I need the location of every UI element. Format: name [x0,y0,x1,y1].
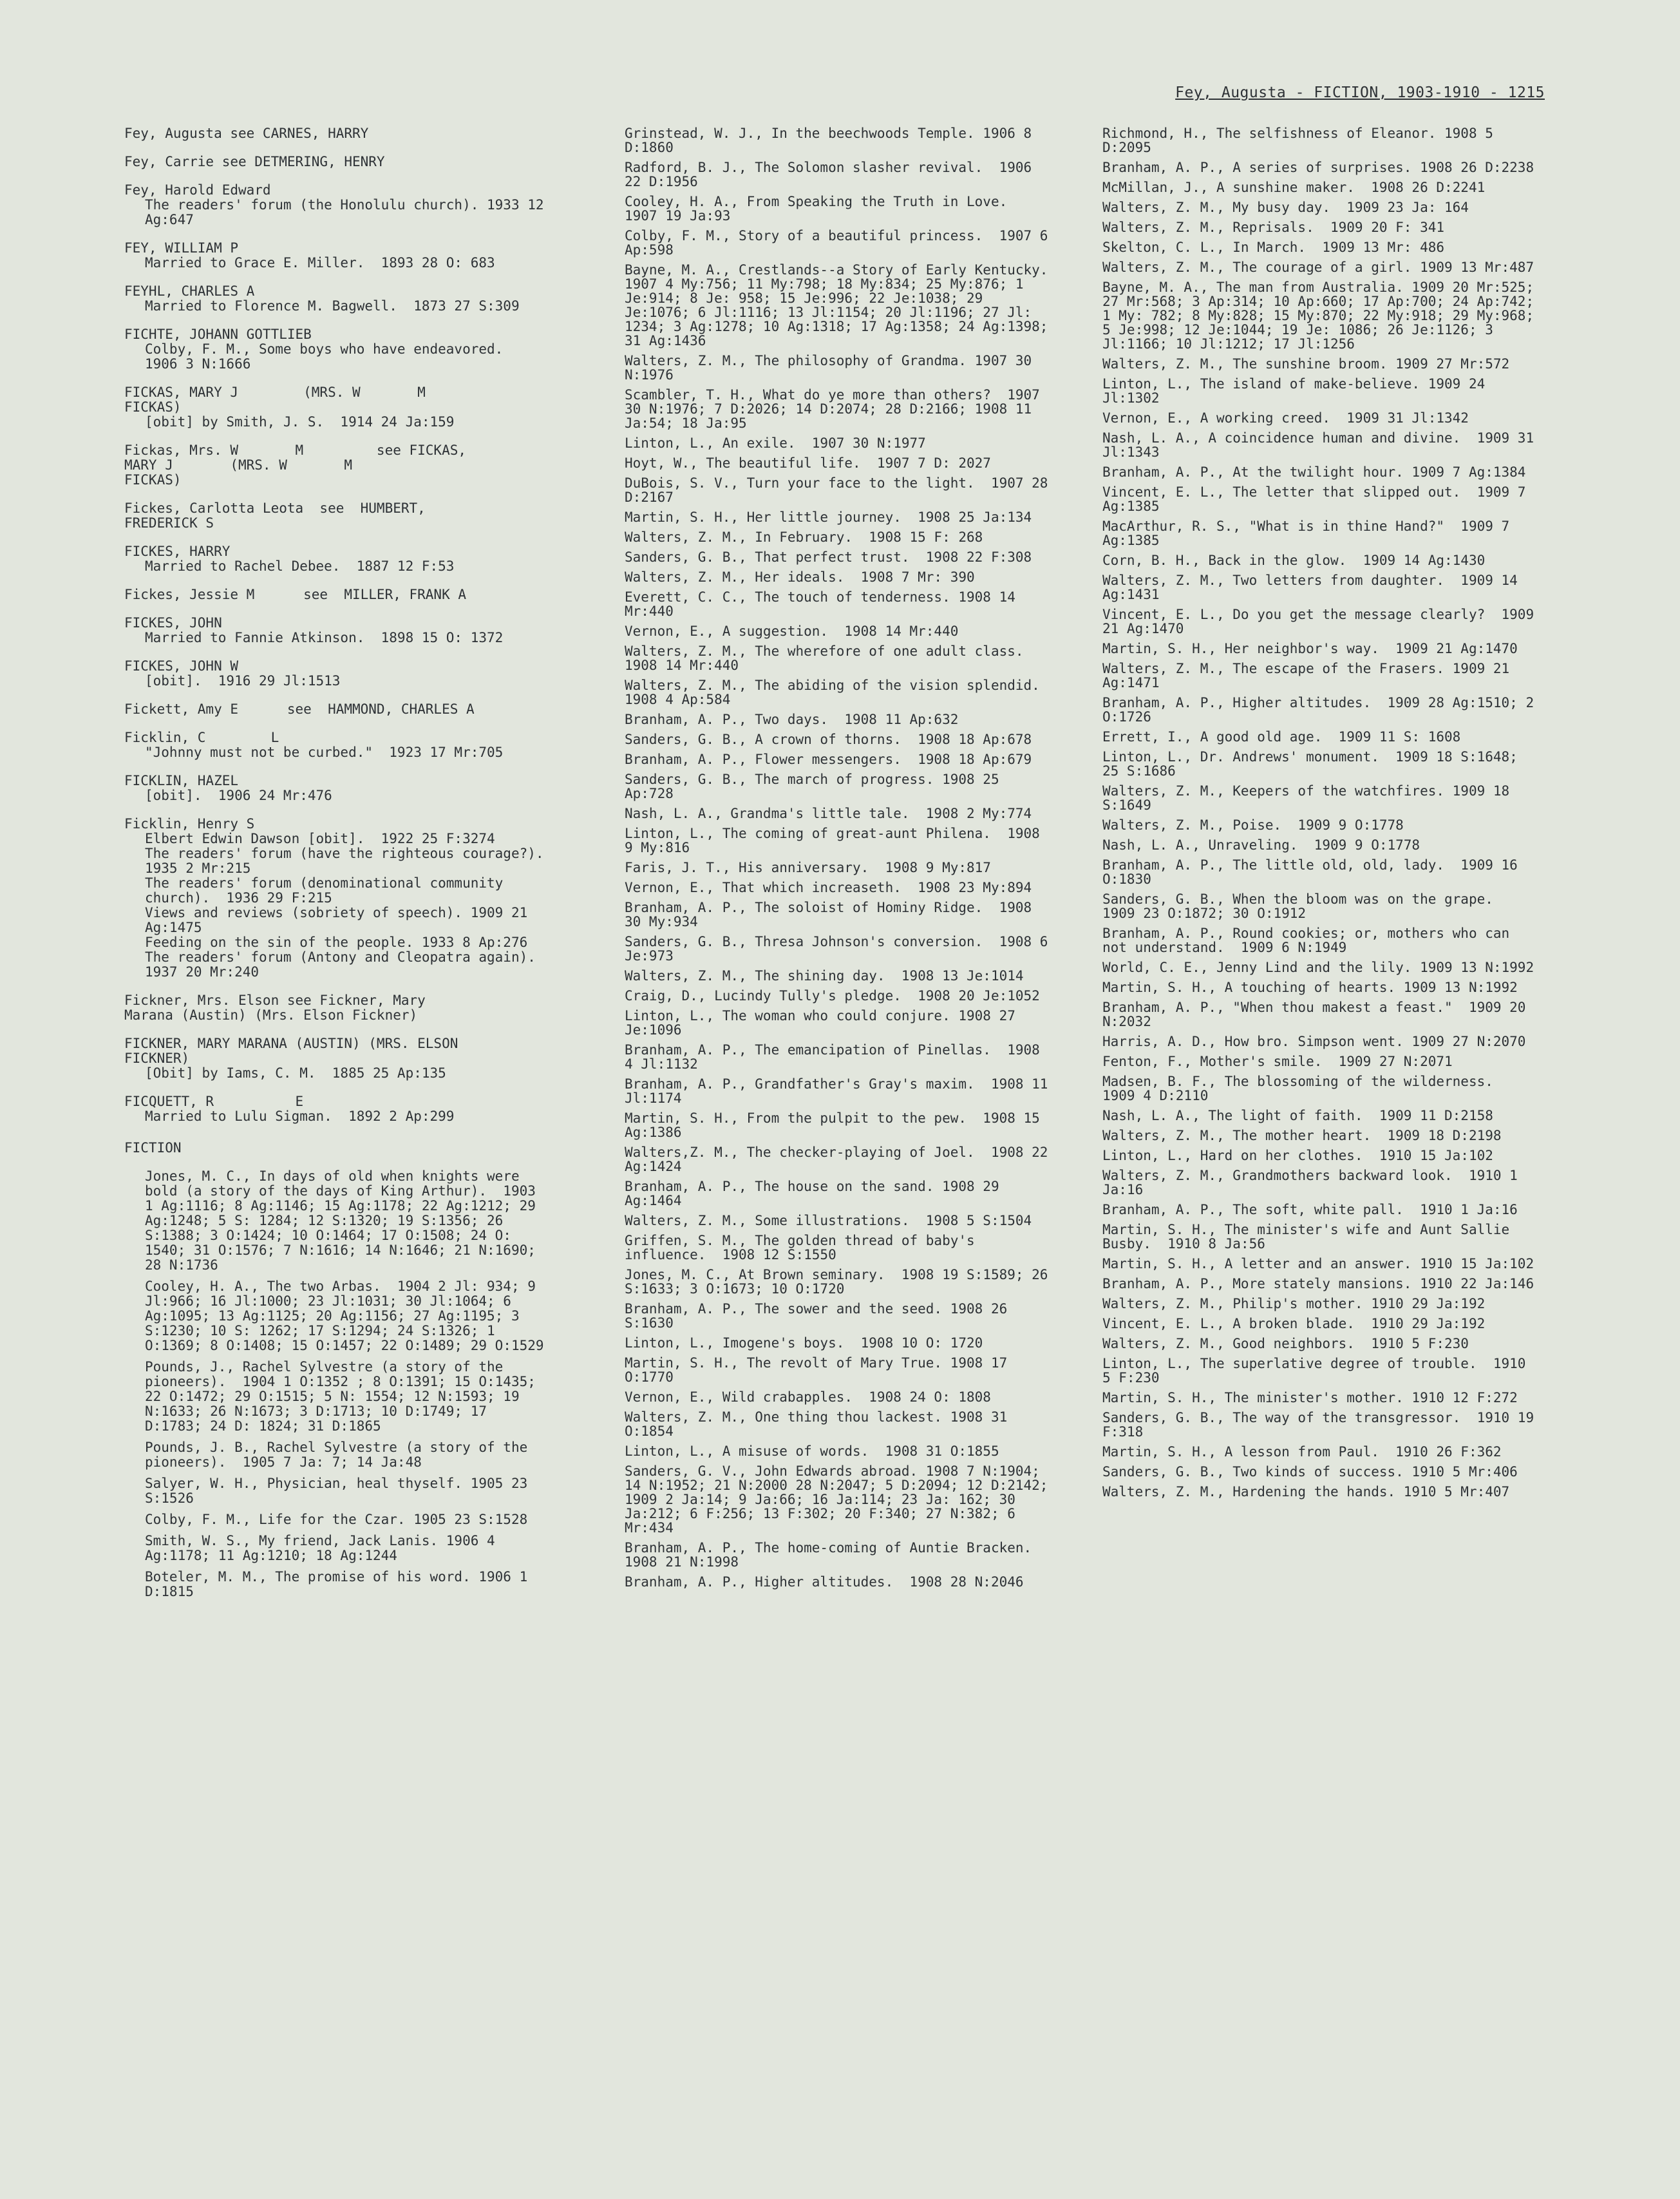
fiction-entry: Walters, Z. M., The mother heart. 1909 18 D:2198 [1102,1128,1502,1143]
fiction-entry: Walters, Z. M., Keepers of the watchfires. 1909 18 S:1649 [1102,783,1518,813]
fiction-entry: Vincent, E. L., A broken blade. 1910 29 Ja:192 [1102,1316,1486,1331]
fiction-entry: Faris, J. T., His anniversary. 1908 9 My:817 [625,860,991,875]
entry-heading: FICKES, JOHN W [124,658,239,674]
entry-reference: Married to Lulu Sigman. 1892 2 Ap:299 [145,1109,455,1124]
entry-heading: Fey, Augusta see CARNES, HARRY [124,126,369,141]
index-entry [124,241,549,271]
fiction-entry: Martin, S. H., The minister's wife and Aunt Sallie Busby. 1910 8 Ja:56 [1102,1222,1518,1252]
fiction-entry: Branham, A. P., Two days. 1908 11 Ap:632 [625,712,959,727]
index-entries [124,126,560,1124]
index-entry [124,659,549,689]
fiction-entry: Martin, S. H., Her neighbor's way. 1909 21 Ag:1470 [1102,641,1518,656]
fiction-entry: Colby, F. M., Life for the Czar. 1905 23 S:1528 [145,1512,528,1527]
fiction-entry: Colby, F. M., Story of a beautiful princess. 1907 6 Ap:598 [625,228,1057,258]
page-header: Fey, Augusta - FICTION, 1903-1910 - 1215 [1175,84,1545,101]
fiction-entry: Walters,Z. M., The checker-playing of Joel. 1908 22 Ag:1424 [625,1145,1057,1174]
fiction-entry: Jones, M. C., At Brown seminary. 1908 19 S:1589; 26 S:1633; 3 O:1673; 10 O:1720 [625,1267,1057,1297]
index-entry [124,993,549,1023]
fiction-entry: Sanders, G. B., A crown of thorns. 1908 18 Ap:678 [625,732,1032,747]
index-entry [124,284,549,314]
fiction-entry: Hoyt, W., The beautiful life. 1907 7 D: 2027 [625,455,991,471]
entry-reference: Married to Grace E. Miller. 1893 28 O: 683 [145,255,495,271]
fiction-entry: Harris, A. D., How bro. Simpson went. 1909 27 N:2070 [1102,1034,1526,1049]
column-1 [124,126,560,2162]
entry-reference: The readers' forum (denominational community church). 1936 29 F:215 [145,875,511,906]
entry-heading: FICKES, HARRY [124,544,231,559]
fiction-entry: Linton, L., The coming of great-aunt Philena. 1908 9 My:816 [625,826,1048,855]
fiction-entry: Sanders, G. B., The march of progress. 1908 25 Ap:728 [625,772,1008,801]
fiction-entry: Griffen, S. M., The golden thread of baby's influence. 1908 12 S:1550 [625,1233,983,1262]
fiction-entry: Pounds, J., Rachel Sylvestre (a story of the pioneers). 1904 1 O:1352 ; 8 O:1391; 15 O:1435; 22 O:1472; 29 O:1515; 5 N: 1554; 12 N:1593; 19 N:1633; 26 N:1673; 3 D:1713; 10 D:1749; 17 D:1783; 24 D: 1824; 31 D:1865 [145,1359,544,1434]
fiction-entry: Corn, B. H., Back in the glow. 1909 14 Ag:1430 [1102,553,1486,568]
fiction-entry: Everett, C. C., The touch of tenderness. 1908 14 Mr:440 [625,589,1024,619]
fiction-entry: DuBois, S. V., Turn your face to the light. 1907 28 D:2167 [625,475,1057,505]
fiction-entry: Bayne, M. A., The man from Australia. 1909 20 Mr:525; 27 Mr:568; 3 Ap:314; 10 Ap:660; 17 Ap:700; 24 Ap:742; 1 My: 782; 8 My:828; 15 My:870; 22 My:918; 29 My:968; 5 Je:998; 12 Je:1044; 19 Je: 1086; 26 Je:1126; 3 Jl:1166; 10 Jl:1212; 17 Jl:1256 [1102,280,1542,352]
entry-heading: Fickas, Mrs. W M see FICKAS, MARY J (MRS. W M FICKAS) [124,443,467,488]
fiction-entry: Salyer, W. H., Physician, heal thyself. 1905 23 S:1526 [145,1476,536,1506]
fiction-entry: Linton, L., Imogene's boys. 1908 10 O: 1720 [625,1335,983,1351]
entry-heading: Fickes, Jessie M see MILLER, FRANK A [124,587,467,602]
fiction-entry: Walters, Z. M., Her ideals. 1908 7 Mr: 390 [625,569,975,585]
entry-reference: Married to Fannie Atkinson. 1898 15 O: 1372 [145,630,504,645]
entry-heading: Fickner, Mrs. Elson see Fickner, Mary Marana (Austin) (Mrs. Elson Fickner) [124,993,426,1023]
fiction-entry: Linton, L., The woman who could conjure. 1908 27 Je:1096 [625,1008,1024,1038]
fiction-entry: Linton, L., Hard on her clothes. 1910 15 Ja:102 [1102,1148,1493,1163]
fiction-entry: Vernon, E., Wild crabapples. 1908 24 O: 1808 [625,1389,991,1405]
fiction-entry: Branham, A. P., Grandfather's Gray's maxim. 1908 11 Jl:1174 [625,1076,1057,1106]
fiction-entry: Skelton, C. L., In March. 1909 13 Mr: 486 [1102,240,1445,255]
fiction-entry: Branham, A. P., More stately mansions. 1910 22 Ja:146 [1102,1276,1534,1291]
entry-reference: Married to Rachel Debee. 1887 12 F:53 [145,558,455,574]
fiction-entry: Nash, L. A., Unraveling. 1909 9 O:1778 [1102,837,1420,853]
fiction-entry: Branham, A. P., The little old, old, lady. 1909 16 O:1830 [1102,857,1526,887]
fiction-entry: Sanders, G. B., The way of the transgressor. 1910 19 F:318 [1102,1410,1542,1440]
fiction-entry: Cooley, H. A., The two Arbas. 1904 2 Jl: 934; 9 Jl:966; 16 Jl:1000; 23 Jl:1031; 30 Jl:1064; 6 Ag:1095; 13 Ag:1125; 20 Ag:1156; 27 Ag:1195; 3 S:1230; 10 S: 1262; 17 S:1294; 24 S:1326; 1 O:1369; 8 O:1408; 15 O:1457; 22 O:1489; 29 O:1529 [145,1279,544,1353]
fiction-entry: Madsen, B. F., The blossoming of the wilderness. 1909 4 D:2110 [1102,1074,1510,1103]
entry-reference: Feeding on the sin of the people. 1933 8 Ap:276 [145,935,528,950]
fiction-entry: Nash, L. A., The light of faith. 1909 11 D:2158 [1102,1108,1493,1123]
fiction-entry: Fenton, F., Mother's smile. 1909 27 N:2071 [1102,1054,1453,1069]
entry-heading: Fickett, Amy E see HAMMOND, CHARLES A [124,701,475,717]
fiction-entry: Branham, A. P., The soloist of Hominy Ridge. 1908 30 My:934 [625,900,1040,929]
fiction-entry: Linton, L., The superlative degree of trouble. 1910 5 F:230 [1102,1356,1534,1385]
fiction-entry: MacArthur, R. S., "What is in thine Hand?" 1909 7 Ag:1385 [1102,519,1518,548]
index-entry [124,182,552,227]
index-entry [124,443,549,488]
fiction-entry: Walters, Z. M., The abiding of the vision splendid. 1908 4 Ap:584 [625,678,1057,707]
index-entry [124,385,549,430]
entry-heading: FEY, WILLIAM P [124,240,239,256]
fiction-entry: Walters, Z. M., My busy day. 1909 23 Ja: 164 [1102,200,1469,215]
fiction-entry: Sanders, G. B., Two kinds of success. 1910 5 Mr:406 [1102,1464,1518,1480]
fiction-entry: Vincent, E. L., Do you get the message clearly? 1909 21 Ag:1470 [1102,607,1542,636]
entry-reference: Views and reviews (sobriety of speech). 1909 21 Ag:1475 [145,905,536,935]
fiction-entry: Martin, S. H., Her little journey. 1908 25 Ja:134 [625,509,1032,525]
fiction-entry: Martin, S. H., The revolt of Mary True. 1908 17 O:1770 [625,1355,1015,1385]
fiction-entry: Linton, L., Dr. Andrews' monument. 1909 18 S:1648; 25 S:1686 [1102,749,1526,779]
fiction-entry: Grinstead, W. J., In the beechwoods Temple. 1906 8 D:1860 [625,126,1040,155]
fiction-entry: Walters, Z. M., Grandmothers backward look. 1910 1 Ja:16 [1102,1168,1526,1197]
entry-heading: Fey, Harold Edward [124,182,271,198]
fiction-entry: Branham, A. P., Higher altitudes. 1909 28 Ag:1510; 2 O:1726 [1102,695,1542,725]
index-entry [124,1036,549,1081]
index-entry [124,702,549,717]
fiction-entry: Branham, A. P., Round cookies; or, mothers who can not understand. 1909 6 N:1949 [1102,926,1518,955]
index-entry [124,816,560,980]
fiction-entry: Scambler, T. H., What do ye more than others? 1907 30 N:1976; 7 D:2026; 14 D:2074; 28 D:2166; 1908 11 Ja:54; 18 Ja:95 [625,387,1048,431]
fiction-entry: Pounds, J. B., Rachel Sylvestre (a story of the pioneers). 1905 7 Ja: 7; 14 Ja:48 [145,1440,536,1470]
fiction-entry: Martin, S. H., The minister's mother. 1910 12 F:272 [1102,1390,1518,1405]
index-entry [124,544,549,574]
entry-heading: Fickes, Carlotta Leota see HUMBERT, FREDERICK S [124,500,426,531]
index-entry [124,1094,549,1124]
fiction-entry: Walters, Z. M., The escape of the Frasers. 1909 21 Ag:1471 [1102,661,1518,690]
index-entry [124,587,549,602]
fiction-entry: Bayne, M. A., Crestlands--a Story of Early Kentucky. 1907 4 My:756; 11 My:798; 18 My:834; 25 My:876; 1 Je:914; 8 Je: 958; 15 Je:996; 22 Je:1038; 29 Je:1076; 6 Jl:1116; 13 Jl:1154; 20 Jl:1196; 27 Jl: 1234; 3 Ag:1278; 10 Ag:1318; 17 Ag:1358; 24 Ag:1398; 31 Ag:1436 [625,262,1064,348]
index-entry [124,327,549,372]
column-3 [1102,126,1540,2162]
entry-heading: FICHTE, JOHANN GOTTLIEB [124,327,312,342]
fiction-entry: Martin, S. H., From the pulpit to the pew. 1908 15 Ag:1386 [625,1110,1048,1140]
entry-reference: The readers' forum (the Honolulu church). 1933 12 Ag:647 [145,197,552,227]
fiction-entry: Richmond, H., The selfishness of Eleanor. 1908 5 D:2095 [1102,126,1502,155]
entry-reference: [obit] by Smith, J. S. 1914 24 Ja:159 [145,414,455,430]
fiction-entry: Walters, Z. M., Poise. 1909 9 O:1778 [1102,817,1404,833]
entry-reference: "Johnny must not be curbed." 1923 17 Mr:705 [145,745,504,760]
fiction-entry: Walters, Z. M., The philosophy of Grandma. 1907 30 N:1976 [625,353,1040,383]
fiction-entry: Linton, L., A misuse of words. 1908 31 O:1855 [625,1443,999,1459]
entry-heading: FICKES, JOHN [124,615,222,631]
fiction-entry: Walters, Z. M., Hardening the hands. 1910 5 Mr:407 [1102,1484,1510,1499]
index-entry [124,730,549,760]
fiction-entry: Sanders, G. B., That perfect trust. 1908 22 F:308 [625,549,1032,565]
fiction-entry: Branham, A. P., At the twilight hour. 1909 7 Ag:1384 [1102,464,1526,480]
fiction-entry: Radford, B. J., The Solomon slasher revival. 1906 22 D:1956 [625,160,1040,189]
fiction-entry: Boteler, M. M., The promise of his word. 1906 1 D:1815 [145,1569,536,1599]
entry-reference: [obit]. 1906 24 Mr:476 [145,788,332,803]
fiction-entry: Walters, Z. M., The courage of a girl. 1909 13 Mr:487 [1102,260,1534,275]
fiction-entry: Linton, L., An exile. 1907 30 N:1977 [625,435,926,451]
index-entry [124,155,549,169]
index-entry [124,501,549,531]
fiction-entry: Linton, L., The island of make-believe. 1909 24 Jl:1302 [1102,376,1493,406]
fiction-entry: Branham, A. P., The house on the sand. 1908 29 Ag:1464 [625,1179,1008,1208]
fiction-entry: Sanders, G. B., Thresa Johnson's conversion. 1908 6 Je:973 [625,934,1057,964]
fiction-entry: Cooley, H. A., From Speaking the Truth in Love. 1907 19 Ja:93 [625,194,1024,224]
entry-heading: FICKLIN, HAZEL [124,773,239,788]
fiction-entry: Nash, L. A., A coincidence human and divine. 1909 31 Jl:1343 [1102,430,1542,460]
entry-reference: [Obit] by Iams, C. M. 1885 25 Ap:135 [145,1065,446,1081]
fiction-entry: Vernon, E., A working creed. 1909 31 Jl:1342 [1102,410,1469,426]
entry-heading: FICQUETT, R E [124,1094,304,1109]
entry-heading: Ficklin, Henry S [124,816,255,832]
fiction-entry: Nash, L. A., Grandma's little tale. 1908 2 My:774 [625,806,1032,821]
index-entry [124,126,549,141]
entry-reference: The readers' forum (Antony and Cleopatra again). 1937 20 Mr:240 [145,949,552,980]
fiction-entry: Branham, A. P., Higher altitudes. 1908 28 N:2046 [625,1574,1024,1590]
fiction-entry: Craig, D., Lucindy Tully's pledge. 1908 20 Je:1052 [625,988,1040,1004]
fiction-entry: Walters, Z. M., The sunshine broom. 1909 27 Mr:572 [1102,356,1510,372]
fiction-entry: Walters, Z. M., In February. 1908 15 F: 268 [625,529,983,545]
entry-heading: FICKNER, MARY MARANA (AUSTIN) (MRS. ELSON FICKNER) [124,1036,458,1066]
entry-reference: Married to Florence M. Bagwell. 1873 27 S:309 [145,298,520,314]
fiction-entry: Walters, Z. M., Some illustrations. 1908 5 S:1504 [625,1213,1032,1228]
entry-reference: The readers' forum (have the righteous courage?). 1935 2 Mr:215 [145,846,560,876]
index-entry [124,616,549,645]
fiction-entry: Branham, A. P., "When thou makest a feast." 1909 20 N:2032 [1102,1000,1534,1029]
entry-reference: Elbert Edwin Dawson [obit]. 1922 25 F:3274 [145,831,495,846]
entry-reference: [obit]. 1916 29 Jl:1513 [145,673,341,689]
fiction-entry: Martin, S. H., A touching of hearts. 1909 13 N:1992 [1102,980,1518,995]
fiction-entry: Vincent, E. L., The letter that slipped out. 1909 7 Ag:1385 [1102,484,1534,514]
fiction-heading: FICTION [124,1140,182,1156]
fiction-entry: Branham, A. P., Flower messengers. 1908 18 Ap:679 [625,752,1032,767]
fiction-entry: Branham, A. P., The sower and the seed. 1908 26 S:1630 [625,1301,1015,1331]
fiction-entry: Walters, Z. M., Reprisals. 1909 20 F: 341 [1102,220,1445,235]
entry-heading: FEYHL, CHARLES A [124,283,255,299]
fiction-entry: Walters, Z. M., The shining day. 1908 13 Je:1014 [625,968,1024,984]
entry-heading: Ficklin, C L [124,730,279,745]
fiction-entry: Branham, A. P., The emancipation of Pinellas. 1908 4 Jl:1132 [625,1042,1048,1072]
index-entry [124,774,549,803]
entry-heading: FICKAS, MARY J (MRS. W M FICKAS) [124,385,426,415]
fiction-entry: Walters, Z. M., Two letters from daughter. 1909 14 Ag:1431 [1102,573,1526,602]
fiction-entry: Sanders, G. V., John Edwards abroad. 1908 7 N:1904; 14 N:1952; 21 N:2000 28 N:2047; 5 D:2094; 12 D:2142; 1909 2 Ja:14; 9 Ja:66; 16 Ja:114; 23 Ja: 162; 30 Ja:212; 6 F:256; 13 F:302; 20 F:340; 27 N:382; 6 Mr:434 [625,1463,1057,1536]
fiction-entry: Branham, A. P., A series of surprises. 1908 26 D:2238 [1102,160,1534,175]
column-2 [625,126,1064,2162]
entry-reference: Colby, F. M., Some boys who have endeavored. 1906 3 N:1666 [145,341,520,372]
fiction-entry: Walters, Z. M., One thing thou lackest. 1908 31 O:1854 [625,1409,1015,1439]
fiction-entry: Martin, S. H., A lesson from Paul. 1910 26 F:362 [1102,1444,1502,1460]
fiction-list [124,1169,549,1599]
fiction-entry: Branham, A. P., The soft, white pall. 1910 1 Ja:16 [1102,1202,1518,1217]
fiction-entry: Smith, W. S., My friend, Jack Lanis. 1906 4 Ag:1178; 11 Ag:1210; 18 Ag:1244 [145,1533,504,1563]
fiction-entry: Jones, M. C., In days of old when knights were bold (a story of the days of King Arthur). 1903 1 Ag:1116; 8 Ag:1146; 15 Ag:1178; 22 Ag:1212; 29 Ag:1248; 5 S: 1284; 12 S:1320; 19 S:1356; 26 S:1388; 3 O:1424; 10 O:1464; 17 O:1508; 24 O: 1540; 31 O:1576; 7 N:1616; 14 N:1646; 21 N:1690; 28 N:1736 [145,1168,544,1273]
fiction-entry: Errett, I., A good old age. 1909 11 S: 1608 [1102,729,1461,745]
fiction-entry: McMillan, J., A sunshine maker. 1908 26 D:2241 [1102,180,1486,195]
fiction-entry: Vernon, E., That which increaseth. 1908 23 My:894 [625,880,1032,895]
fiction-entry: Walters, Z. M., Philip's mother. 1910 29 Ja:192 [1102,1296,1486,1311]
fiction-entry: Martin, S. H., A letter and an answer. 1910 15 Ja:102 [1102,1256,1534,1271]
fiction-entry: Sanders, G. B., When the bloom was on the grape. 1909 23 O:1872; 30 O:1912 [1102,891,1510,921]
fiction-entry: Branham, A. P., The home-coming of Auntie Bracken. 1908 21 N:1998 [625,1540,1048,1570]
fiction-entry: Walters, Z. M., Good neighbors. 1910 5 F:230 [1102,1336,1469,1351]
fiction-entry: Vernon, E., A suggestion. 1908 14 Mr:440 [625,624,959,639]
entry-heading: Fey, Carrie see DETMERING, HENRY [124,154,385,169]
fiction-entry: World, C. E., Jenny Lind and the lily. 1909 13 N:1992 [1102,960,1534,975]
fiction-entry: Walters, Z. M., The wherefore of one adult class. 1908 14 Mr:440 [625,643,1040,673]
